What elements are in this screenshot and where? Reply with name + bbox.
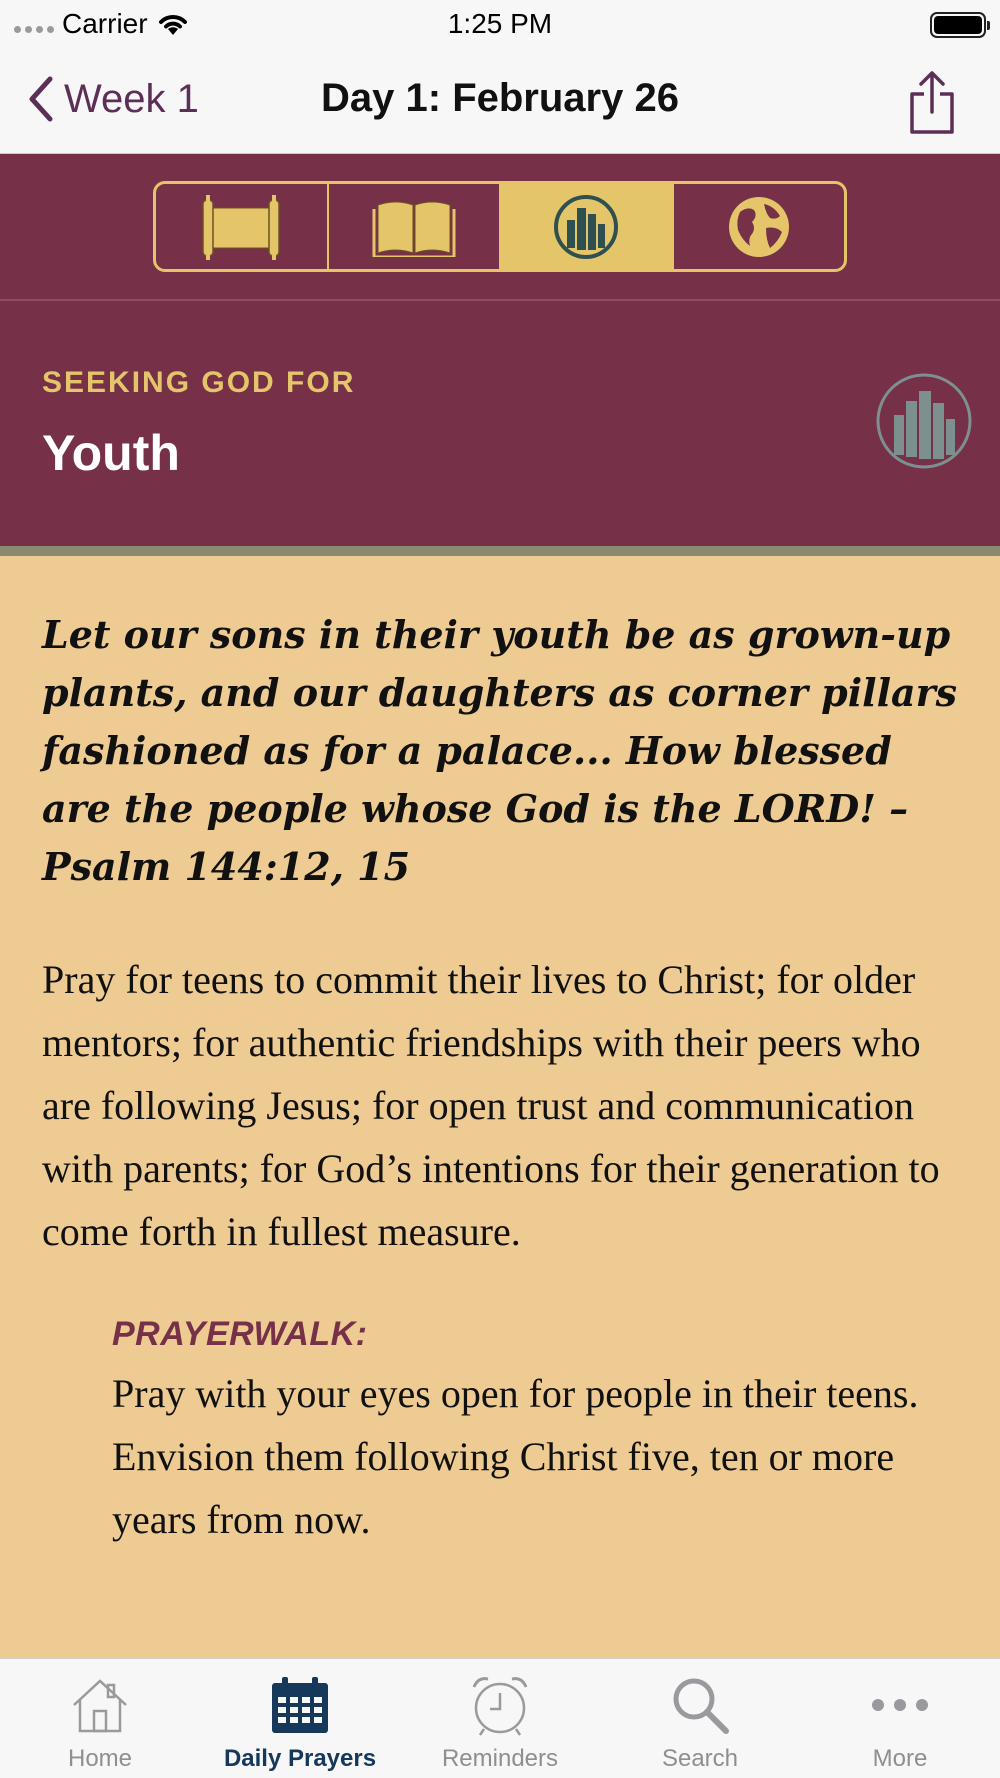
home-icon — [68, 1673, 132, 1737]
city-icon — [553, 194, 619, 260]
battery-icon — [930, 12, 986, 38]
tab-search[interactable] — [600, 1659, 800, 1778]
status-bar — [0, 0, 1000, 50]
section-kicker: SEEKING GOD FOR — [42, 366, 356, 399]
tab-label: Daily Prayers — [223, 1745, 377, 1772]
tab-more[interactable] — [800, 1659, 1000, 1778]
scroll-icon — [193, 194, 289, 260]
globe-icon — [726, 194, 792, 260]
more-icon — [868, 1673, 932, 1737]
tab-reminders[interactable] — [400, 1659, 600, 1778]
back-label: Week 1 — [64, 76, 199, 121]
topic-header — [0, 154, 1000, 546]
prayerwalk-text: Pray with your eyes open for people in their teens. Envision them following Christ five, ten or more years from now. — [112, 1371, 919, 1542]
open-book-icon — [372, 197, 456, 257]
chevron-left-icon — [28, 76, 54, 122]
prayerwalk-section — [112, 1315, 958, 1551]
prayerwalk-heading — [112, 1315, 958, 1354]
share-icon[interactable] — [904, 70, 960, 136]
carrier-label: Carrier — [62, 8, 148, 39]
tab-label: Home — [67, 1745, 133, 1772]
prayer-body: Pray for teens to commit their lives to Christ; for older mentors; for authentic friendships with their peers who are following Jesus; for open trust and communication with parents; for God’s intentions for their generation to come forth in fullest measure. — [42, 957, 940, 1254]
status-time: 1:25 PM — [447, 8, 553, 39]
prayer-content — [0, 556, 1000, 1658]
calendar-icon — [268, 1673, 332, 1737]
prayerwalk-label: PRAYERWALK — [112, 1315, 356, 1353]
header-accent-band — [0, 546, 1000, 556]
tab-daily-prayers[interactable] — [200, 1659, 400, 1778]
segment-world[interactable] — [674, 184, 845, 269]
tab-home[interactable] — [0, 1659, 200, 1778]
search-icon — [668, 1673, 732, 1737]
back-button[interactable] — [28, 76, 199, 122]
topic-segmented-control — [153, 181, 847, 272]
city-icon — [876, 373, 972, 469]
header-divider — [0, 299, 1000, 301]
segment-city[interactable] — [501, 184, 674, 269]
tab-label: Reminders — [441, 1745, 559, 1772]
section-title: Youth — [42, 425, 180, 481]
alarm-clock-icon — [468, 1673, 532, 1737]
tab-label: More — [872, 1745, 928, 1772]
tab-bar — [0, 1658, 1000, 1778]
page-title: Day 1: February 26 — [321, 76, 679, 120]
navigation-bar — [0, 50, 1000, 154]
scripture-verse: Let our sons in their youth be as grown-up plants, and our daughters as corner pillars fashioned as for a palace... How blessed are the people whose God is the LORD! – Psalm 144:12, 15 — [42, 612, 958, 889]
prayerwalk-colon: : — [355, 1315, 368, 1353]
segment-scripture[interactable] — [156, 184, 329, 269]
tab-label: Search — [661, 1745, 739, 1772]
segment-book[interactable] — [329, 184, 502, 269]
